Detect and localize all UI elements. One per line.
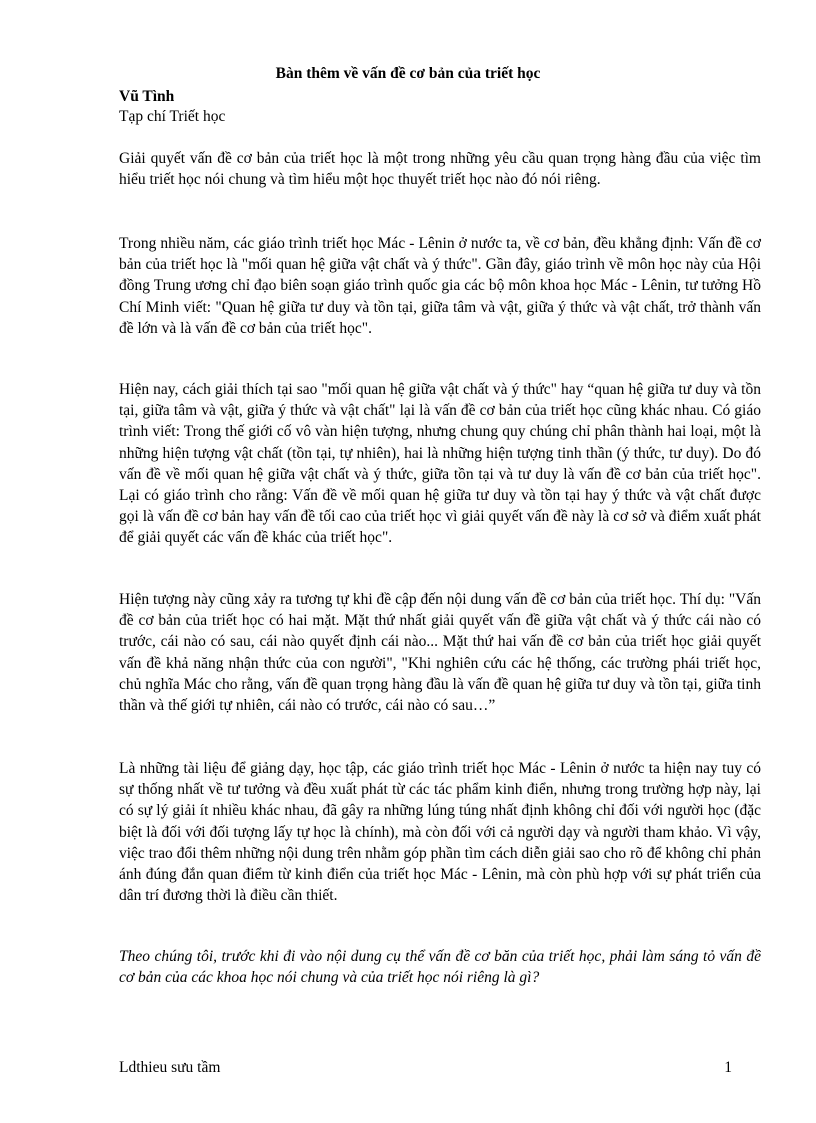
paragraph-1: Giải quyết vấn đề cơ bản của triết học là một trong những yêu cầu quan trọng hàng đầu của việc tìm hiểu triết học nói chung và tìm hiểu một học thuyết triết học nào đó nói riêng. <box>119 150 761 189</box>
journal-name: Tạp chí Triết học <box>119 108 226 125</box>
document-title: Bàn thêm về vấn đề cơ bản của triết học <box>275 65 541 82</box>
paragraph-3: Hiện nay, cách giải thích tại sao "mối quan hệ giữa vật chất và ý thức" hay “quan hệ giữa tư duy và tồn tại, giữa tâm và vật, giữa ý thức và vật chất" lại là vấn đề cơ bản của triết học cũng khác nhau. Có giáo trình viết: Trong thế giới cố vô vàn hiện tượng, nhưng chung quy chúng chỉ phân thành hai loại, một là những hiện tượng vật chất (tồn tại, tự nhiên), hai là những hiện tượng tinh thần (ý thức, tư duy). Do đó vấn đề về mối quan hệ giữa vật chất và ý thức, giữa tồn tại và tư duy là vấn đề cơ bản của triết học". Lại có giáo trình cho rằng: Vấn đề về mối quan hệ giữa tư duy và tồn tại hay ý thức và vật chất được gọi là vấn đề cơ bản hay vấn đề tối cao của triết học vì giải quyết vấn đề này là cơ sở và điểm xuất phát để giải quyết các vấn đề khác của triết học". <box>119 381 761 547</box>
paragraph-2: Trong nhiều năm, các giáo trình triết học Mác - Lênin ở nước ta, về cơ bản, đều khẳng định: Vấn đề cơ bản của triết học là "mối quan hệ giữa vật chất và ý thức". Gần đây, giáo trình về môn học này của Hội đồng Trung ương chỉ đạo biên soạn giáo trình quốc gia các bộ môn khoa học Mác - Lênin, tư tưởng Hồ Chí Minh viết: "Quan hệ giữa tư duy và tồn tại, giữa tâm và vật, giữa ý thức và vật chất, trở thành vấn đề lớn và là vấn đề cơ bản của triết học". <box>119 235 761 337</box>
page-number: 1 <box>724 1059 732 1076</box>
paragraph-4: Hiện tượng này cũng xảy ra tương tự khi đề cập đến nội dung vấn đề cơ bản của triết học. Thí dụ: "Vấn đề cơ bản của triết học có hai mặt. Mặt thứ nhất giải quyết vấn đề giữa vật chất và ý thức cái nào có trước, cái nào có sau, cái nào quyết định cái nào... Mặt thứ hai vấn đề cơ bản của triết học giải quyết vấn đề khả năng nhận thức của con người", "Khi nghiên cứu các hệ thống, các trường phái triết học, chủ nghĩa Mác cho rằng, vấn đề quan trọng hàng đầu là vấn đề quan hệ giữa tư duy và tồn tại, giữa tinh thần và thế giới tự nhiên, cái nào có trước, cái nào có sau…” <box>119 591 761 715</box>
paragraph-6-italic: Theo chúng tôi, trước khi đi vào nội dung cụ thể vấn đề cơ băn của triết học, phải làm sáng tỏ vấn đề cơ bản của các khoa học nói chung và của triết học nói riêng là gì? <box>119 948 761 987</box>
footer-source: Ldthieu sưu tầm <box>119 1059 221 1076</box>
paragraph-5: Là những tài liệu để giảng dạy, học tập, các giáo trình triết học Mác - Lênin ở nước ta hiện nay tuy có sự thống nhất về tư tưởng và đều xuất phát từ các tác phẩm kinh điển, nhưng trong trường hợp này, lại có sự lý giải ít nhiều khác nhau, đã gây ra những lúng túng nhất định không chỉ đối với người học (đặc biệt là đối với đối tượng lấy tự học là chính), mà còn đối với cả người dạy và người tham khảo. Vì vậy, việc trao đổi thêm những nội dung trên nhằm góp phần tìm cách diễn giải sao cho rõ để không chỉ phản ánh đúng đắn quan điểm từ kinh điển của triết học Mác - Lênin, mà còn phù hợp với sự phát triển của dân trí đương thời là điều cần thiết. <box>119 760 761 905</box>
author-name: Vũ Tình <box>119 88 175 105</box>
